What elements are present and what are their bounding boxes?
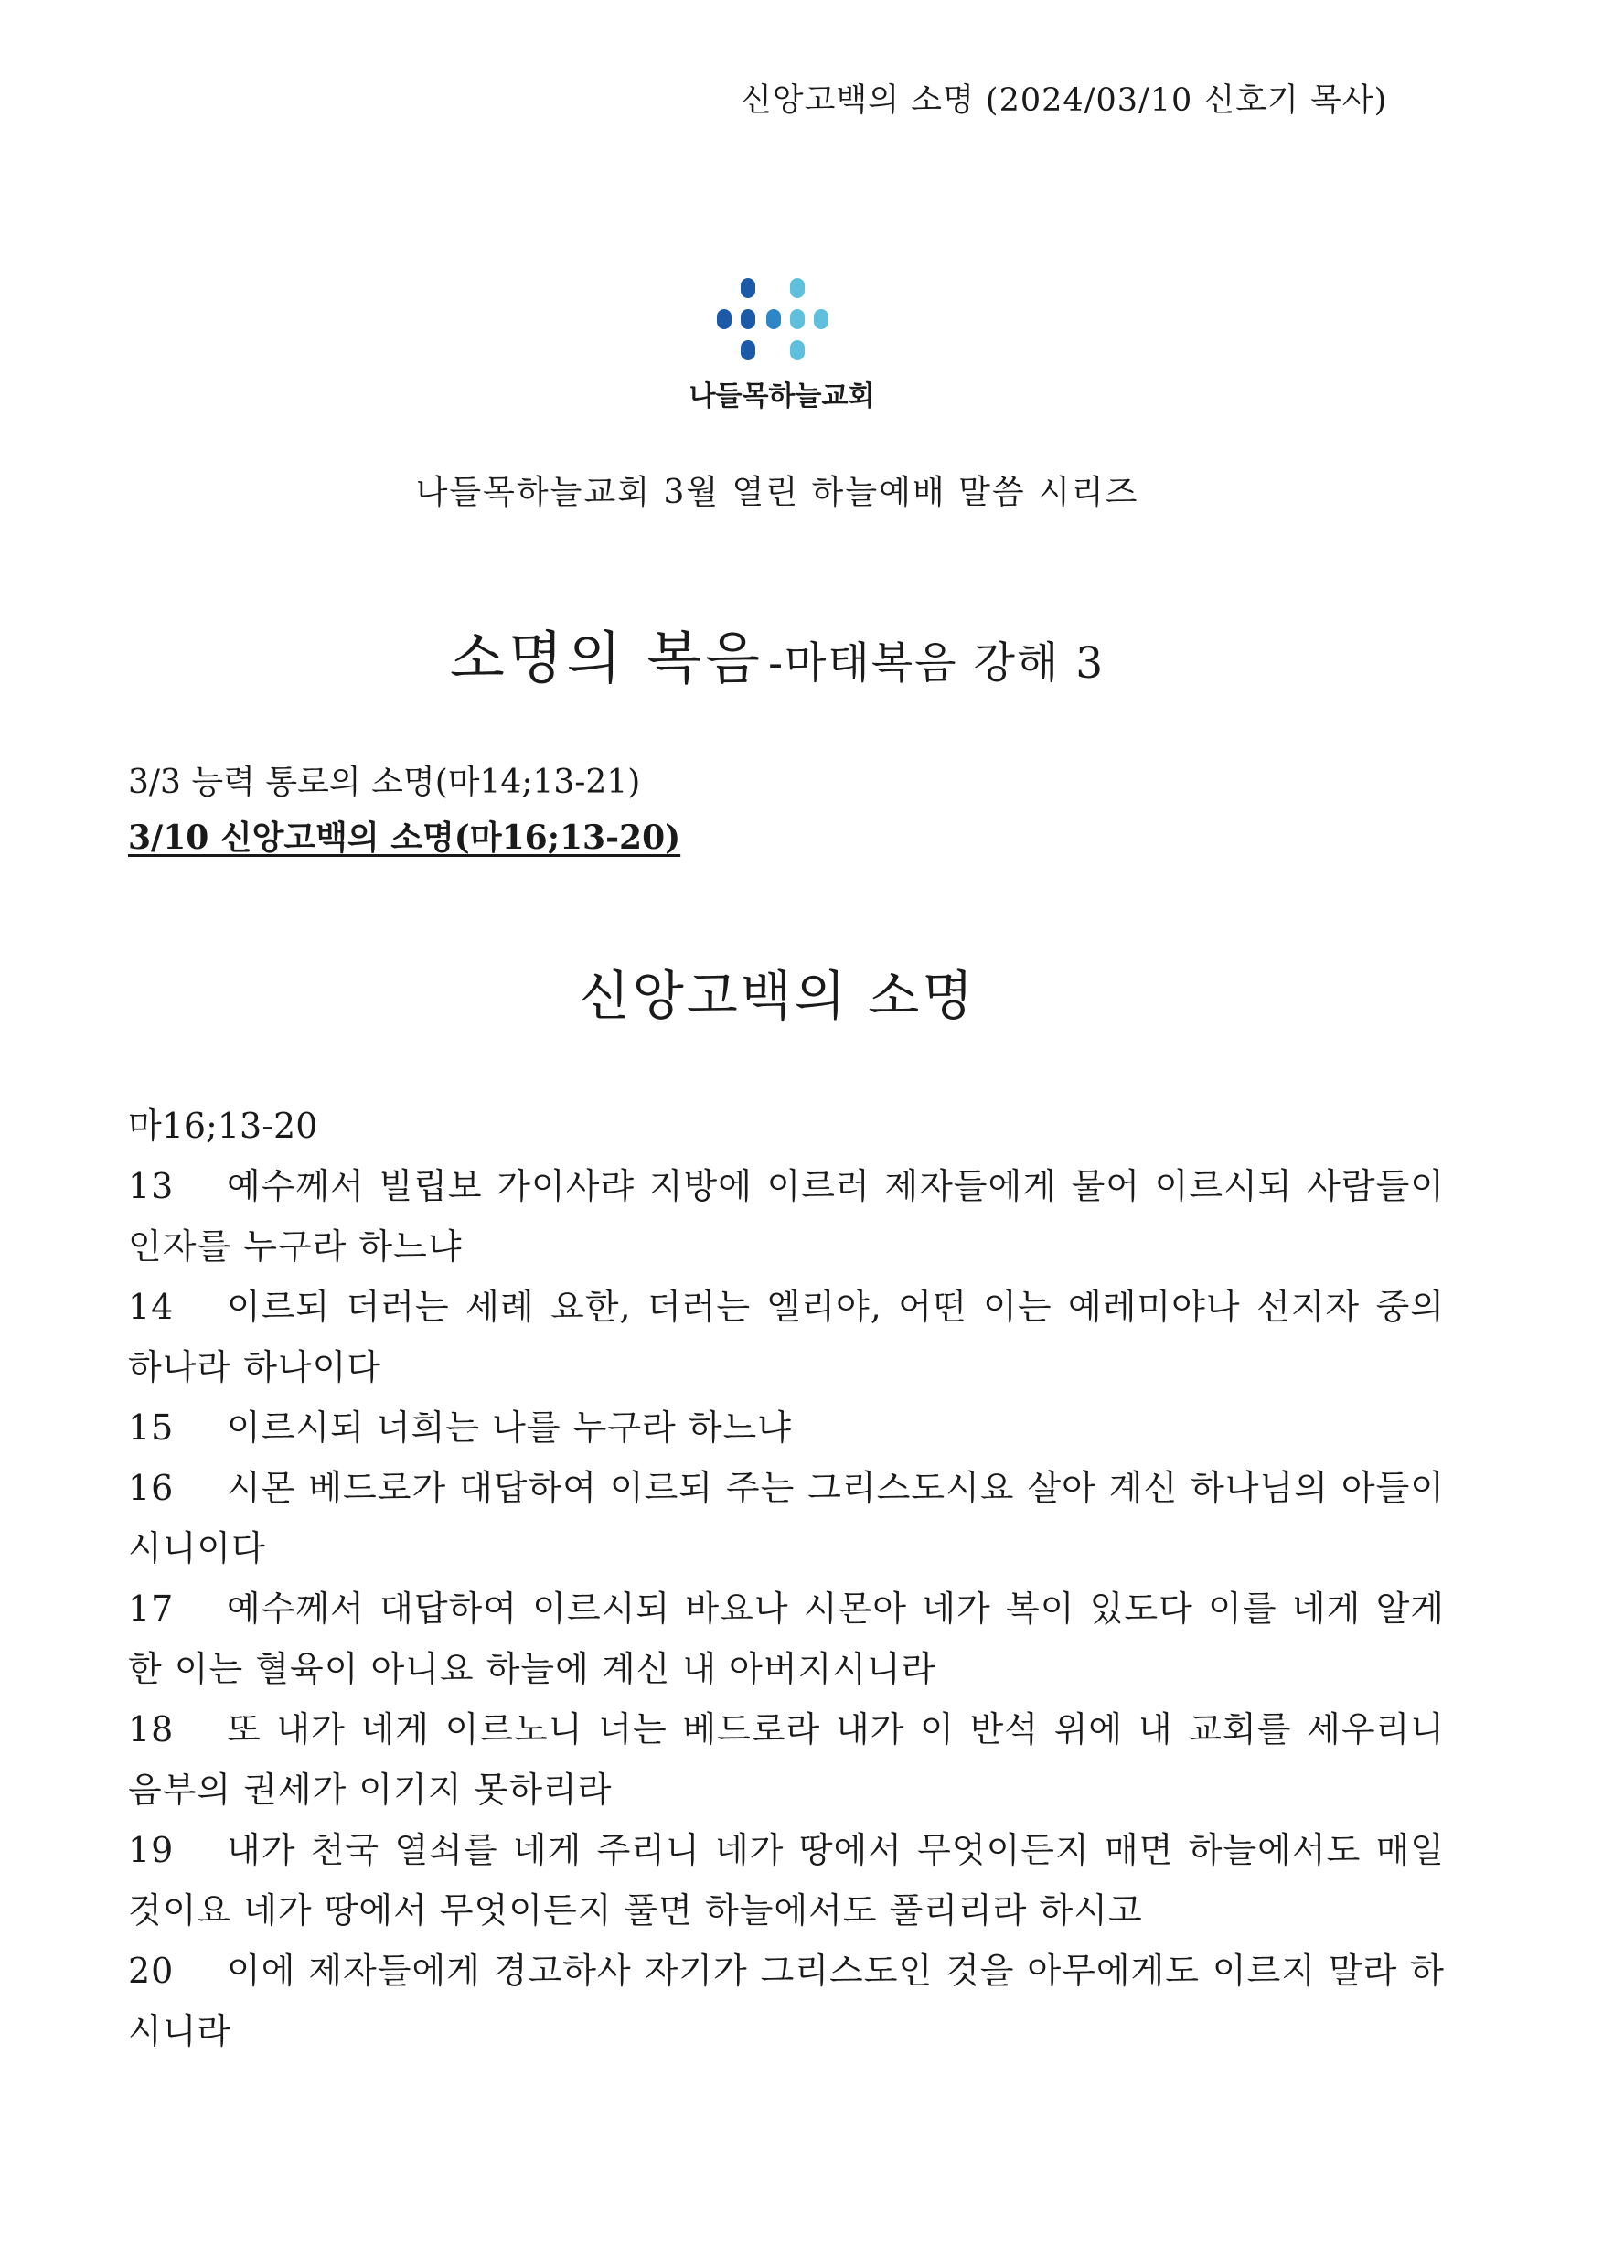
logo-dot xyxy=(790,278,805,298)
verse-text: 이르시되 너희는 나를 누구라 하느냐 xyxy=(227,1407,792,1448)
verse-text: 내가 천국 열쇠를 네게 주리니 네가 땅에서 무엇이든지 매면 하늘에서도 매일 것이요 네가 땅에서 무엇이든지 풀면 하늘에서도 풀리리라 하시고 xyxy=(128,1830,1445,1931)
logo-dot xyxy=(741,340,755,360)
schedule-item: 3/3 능력 통로의 소명(마14;13-21) xyxy=(128,764,641,801)
logo-dot xyxy=(741,309,755,329)
sermon-title: 신앙고백의 소명 xyxy=(578,965,977,1027)
verse xyxy=(128,1820,1445,1941)
main-title-subtitle: -마태복음 강해 3 xyxy=(768,638,1106,689)
main-title xyxy=(0,613,1555,694)
verse-text: 예수께서 대답하여 이르시되 바요나 시몬아 네가 복이 있도다 이를 네게 알게 한 이는 혈육이 아니요 하늘에 계신 내 아버지시니라 xyxy=(128,1589,1445,1689)
logo-dot xyxy=(766,309,781,329)
sermon-schedule xyxy=(128,755,680,865)
verse-text: 이르되 더러는 세례 요한, 더러는 엘리야, 어떤 이는 예레미야나 선지자 중의 하나라 하나이다 xyxy=(128,1287,1445,1387)
verse xyxy=(128,1941,1445,2061)
schedule-item-current: 3/10 신앙고백의 소명(마16;13-20) xyxy=(128,818,681,857)
verse-text: 또 내가 네게 이르노니 너는 베드로라 내가 이 반석 위에 내 교회를 세우리니 음부의 권세가 이기지 못하리라 xyxy=(128,1709,1445,1810)
verse-number: 14 xyxy=(128,1287,175,1327)
verse xyxy=(128,1458,1445,1578)
verse-number: 16 xyxy=(128,1468,175,1508)
logo-dot xyxy=(741,278,755,298)
verse-number: 17 xyxy=(128,1589,175,1629)
logo-dot xyxy=(717,309,732,329)
logo-dot xyxy=(814,309,828,329)
verse-number: 15 xyxy=(128,1407,175,1448)
verse xyxy=(128,1578,1445,1699)
verse-number: 13 xyxy=(128,1166,175,1206)
verse xyxy=(128,1699,1445,1820)
verse-number: 18 xyxy=(128,1709,175,1749)
logo-marks xyxy=(717,278,828,360)
series-line: 나들목하늘교회 3월 열린 하늘예배 말씀 시리즈 xyxy=(415,474,1139,511)
verse-text: 예수께서 빌립보 가이사랴 지방에 이르러 제자들에게 물어 이르시되 사람들이 인자를 누구라 하느냐 xyxy=(128,1166,1445,1267)
verse xyxy=(128,1156,1445,1277)
verse-number: 19 xyxy=(128,1830,175,1870)
main-title-text: 소명의 복음 xyxy=(449,625,764,691)
scripture-passage xyxy=(128,1096,1445,2061)
verse-text: 이에 제자들에게 경고하사 자기가 그리스도인 것을 아무에게도 이르지 말라 하시니라 xyxy=(128,1951,1445,2051)
passage-reference: 마16;13-20 xyxy=(128,1106,318,1146)
verse-text: 시몬 베드로가 대답하여 이르되 주는 그리스도시요 살아 계신 하나님의 아들이시니이다 xyxy=(128,1468,1445,1568)
logo-dot xyxy=(790,309,805,329)
logo-text: 나들목하늘교회 xyxy=(689,380,875,412)
verse-number: 20 xyxy=(128,1951,175,1991)
logo-dot xyxy=(790,340,805,360)
verse xyxy=(128,1277,1445,1397)
verse xyxy=(128,1397,1445,1458)
document-header: 신앙고백의 소명 (2024/03/10 신호기 목사) xyxy=(741,82,1388,119)
